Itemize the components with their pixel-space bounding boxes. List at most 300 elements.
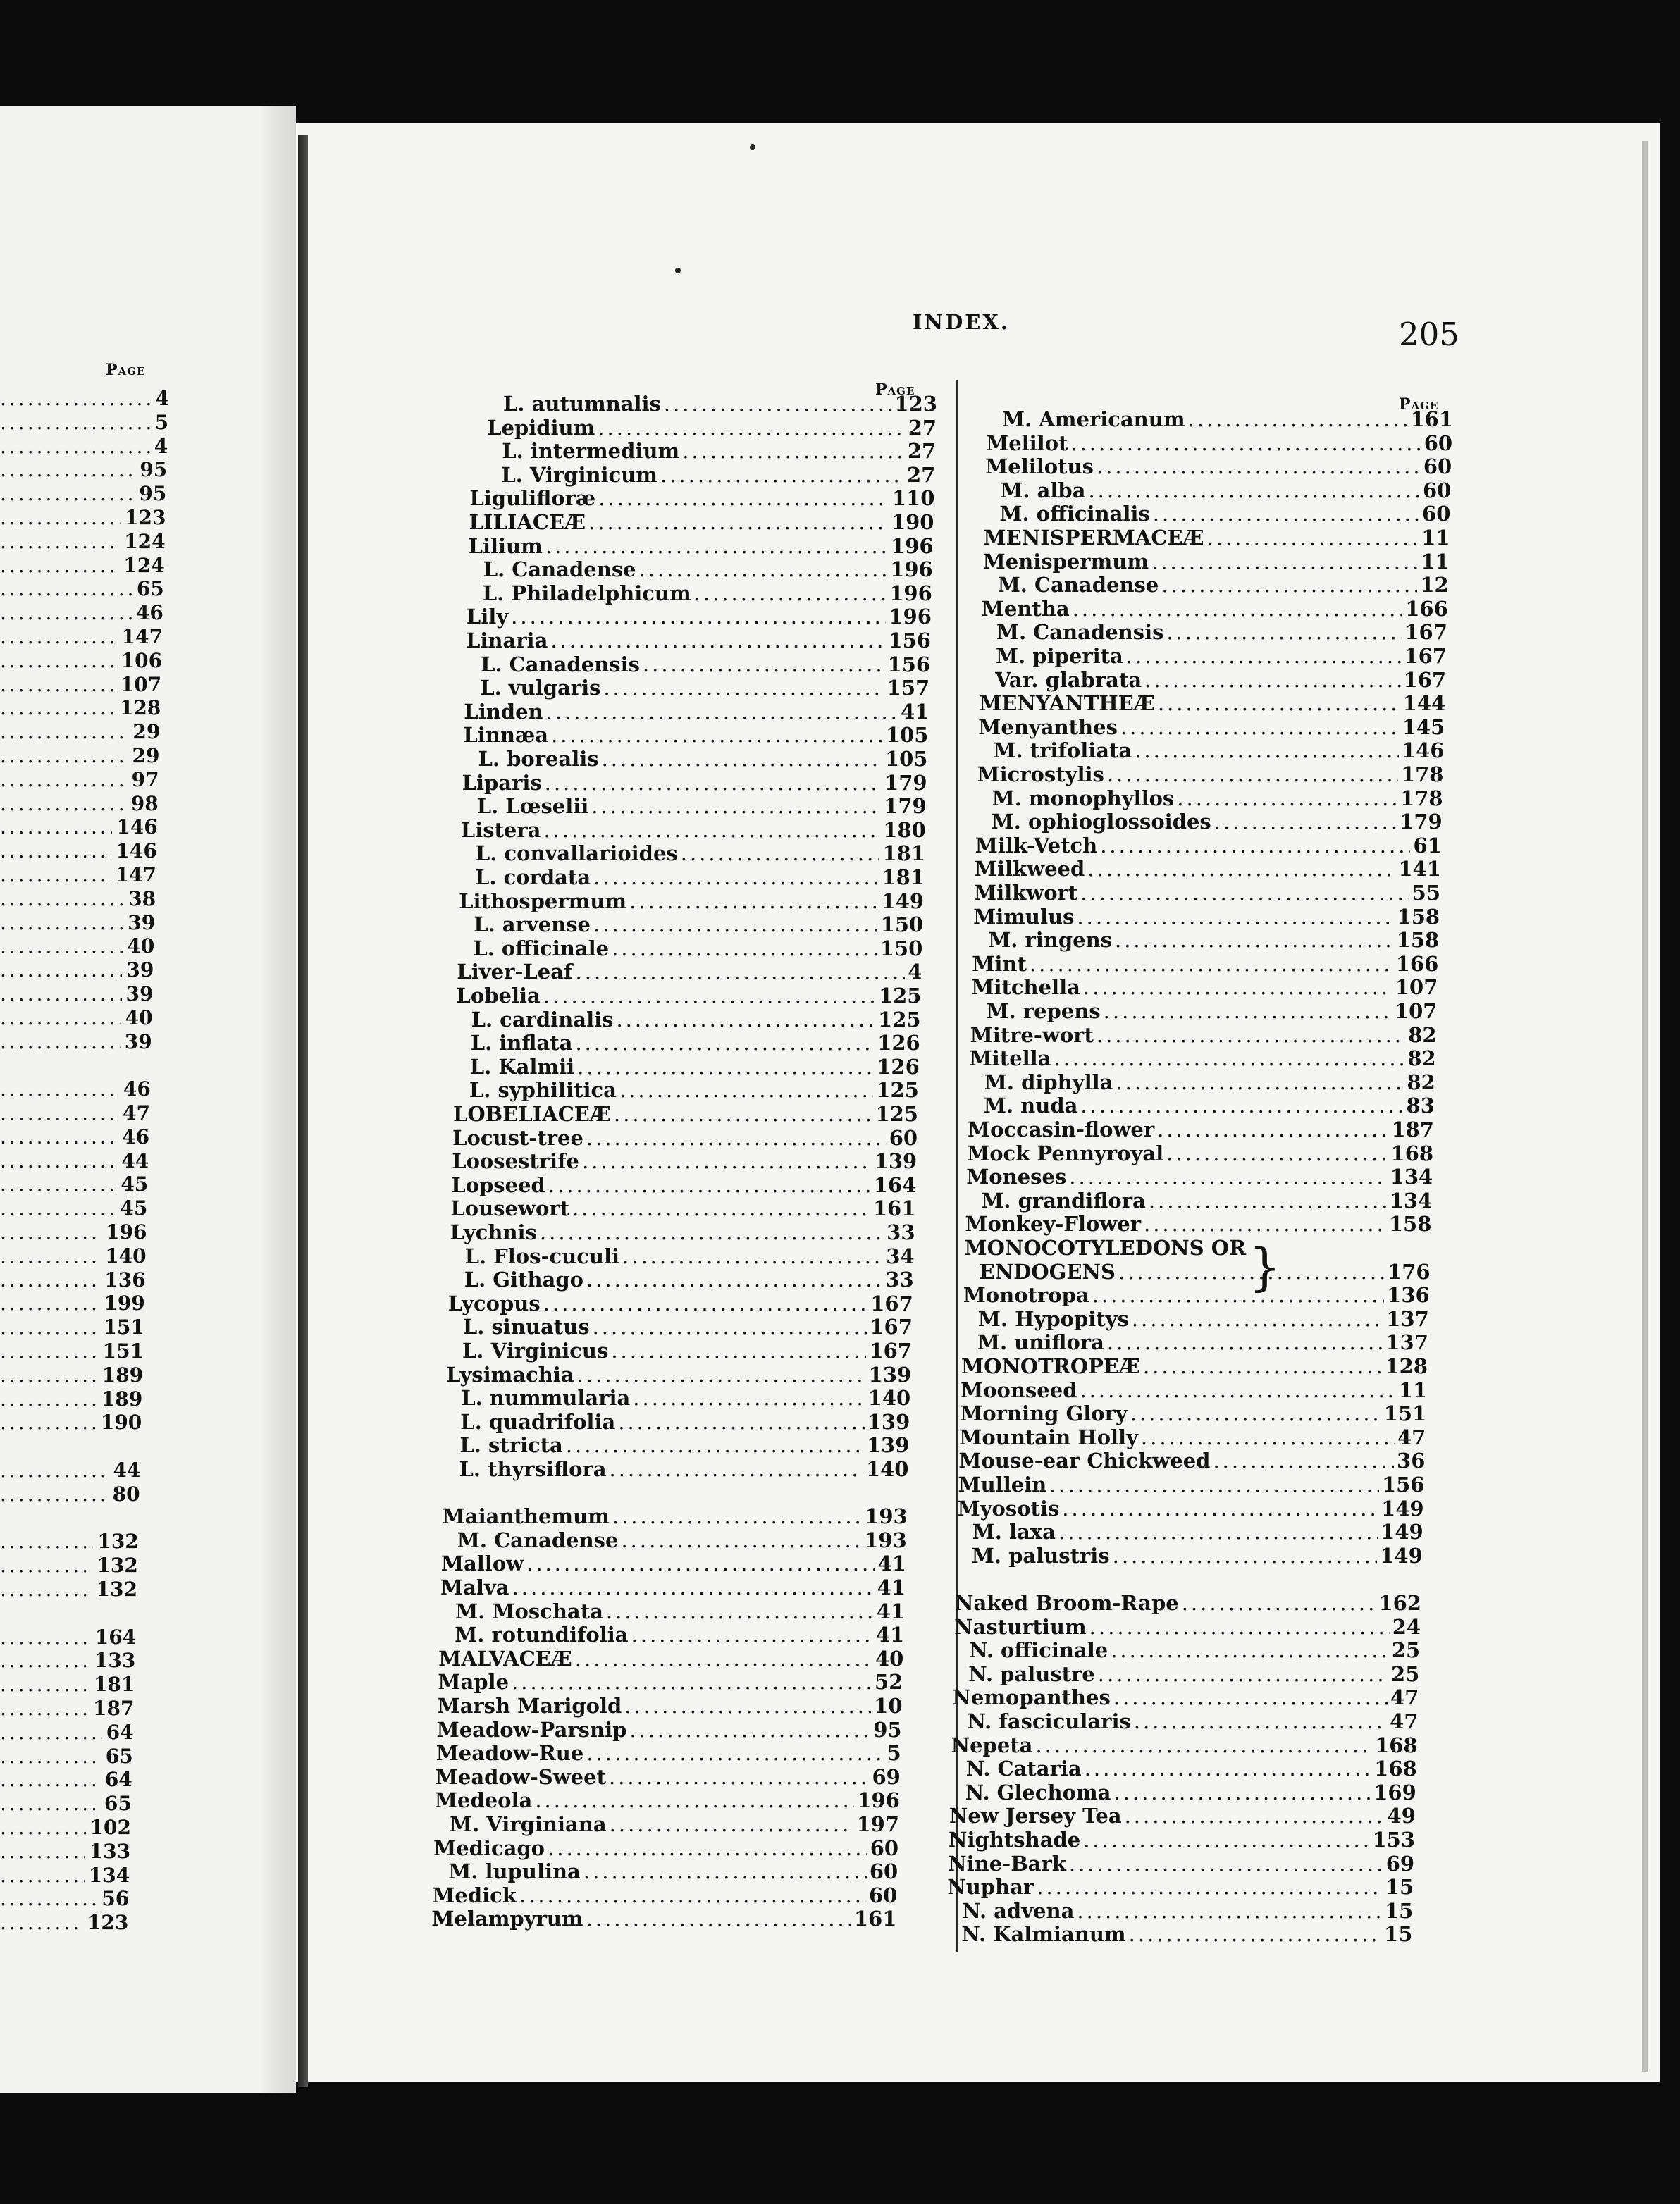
index-page-number: 153 [1372,1828,1415,1852]
index-term: Mullein [958,1473,1047,1497]
index-page-number: 167 [1404,620,1447,645]
index-term: M. ophioglossoides [991,810,1211,834]
index-page-number: 41 [875,1623,905,1647]
index-entry [969,1638,1420,1662]
dot-leader [694,581,887,605]
dot-leader [0,1769,101,1791]
dot-leader [575,1647,872,1671]
index-entry [437,1718,902,1742]
dot-leader [643,652,885,676]
index-page-number: 126 [877,1054,920,1079]
index-entry [970,1046,1436,1070]
index-term: M. palustris [971,1543,1110,1568]
index-page-number: 146 [1401,738,1445,763]
index-term: Marsh Marigold [437,1694,622,1718]
dot-leader [1144,668,1400,692]
index-entry [1002,407,1453,431]
index-page-number: 95 [873,1717,902,1742]
index-entry [954,1615,1421,1639]
index-term: ENDOGENS [979,1259,1116,1284]
left-index-entry [0,1126,149,1149]
left-index-entry [0,1697,135,1720]
dot-leader [1125,1804,1385,1828]
index-page-number: 25 [1390,1661,1420,1686]
left-index-entry [0,1364,143,1387]
left-index-entry [0,864,156,886]
index-entry [453,1102,918,1126]
index-entry [971,975,1438,999]
index-page-number: 27 [908,415,937,440]
index-page-number: 134 [1390,1165,1433,1189]
dot-leader [660,463,904,487]
dot-leader [512,1575,875,1599]
index-entry [977,762,1444,786]
index-term: L. convallarioides [475,841,678,866]
left-index-entry [0,388,169,410]
index-term: Naked Broom-Rape [955,1591,1179,1615]
index-page-number: 196 [889,581,932,605]
dot-leader [0,674,116,696]
index-entry [1000,478,1451,502]
index-page-number: 60 [1423,431,1453,455]
index-term: Listera [460,817,541,842]
left-index-entry [0,1411,142,1434]
index-page-number: 151 [1383,1401,1427,1426]
left-index-entry [0,1912,128,1934]
dot-leader [1120,715,1400,739]
index-page-number: 56 [101,1887,130,1911]
dot-leader [1080,1094,1403,1118]
index-entry [961,1922,1412,1946]
index-page-number: 39 [126,958,154,982]
index-entry [459,889,924,913]
index-term: Var. glabrata [995,667,1142,692]
dot-leader [1111,1638,1389,1662]
index-page-number: 107 [1394,999,1438,1023]
index-term: Mitchella [971,975,1080,1000]
index-page-number: 181 [882,841,925,866]
index-page-number: 41 [877,1575,906,1599]
index-term: Lithospermum [459,889,627,913]
index-page-number: 38 [128,886,156,910]
index-page-number: 144 [1402,691,1446,716]
left-index-entry [0,1102,150,1125]
index-page-number: 133 [94,1649,136,1673]
index-entry [450,1812,899,1836]
left-index-entry [0,531,166,553]
dot-leader [598,416,905,440]
index-term: M. Canadensis [996,620,1164,645]
index-term: Monotropa [963,1283,1089,1308]
index-entry [978,715,1445,739]
dot-leader [588,510,889,534]
dot-leader [0,1364,98,1387]
dot-leader [610,1812,854,1836]
index-page-number: 80 [112,1482,140,1506]
index-page-number: 146 [116,839,157,863]
dot-leader [593,1315,867,1339]
index-term: Medicago [433,1835,545,1860]
left-index-entry [0,578,164,600]
dot-leader [0,1102,118,1125]
dot-leader [1207,526,1419,550]
index-entry [450,1196,915,1220]
dot-leader [1049,1473,1379,1497]
index-entry [998,573,1449,597]
dot-leader [582,1149,872,1173]
dot-leader [629,889,878,913]
index-term: M. lupulina [448,1859,581,1884]
dot-leader [1077,1899,1382,1923]
index-page-number: 193 [864,1528,907,1552]
dot-leader [545,534,888,558]
left-index-entry [0,959,154,982]
page-number: 205 [1399,316,1459,353]
index-page-number: 40 [125,1005,153,1029]
index-term: Nine-Bark [948,1851,1066,1876]
index-entry [438,1670,903,1694]
index-page-number: 132 [97,1530,139,1554]
page-right-edge [1642,141,1648,2072]
dot-leader [0,1245,101,1268]
index-entry [503,392,937,416]
dot-leader [548,1836,867,1860]
index-page-number: 46 [122,1125,150,1149]
index-page-number: 181 [93,1673,135,1697]
index-entry [965,1781,1416,1804]
index-page-number: 102 [89,1816,131,1839]
index-entry [438,1694,903,1718]
dot-leader [609,1765,869,1789]
index-term: Lychnis [450,1220,537,1244]
index-entry [460,1410,910,1434]
index-page-number: 189 [101,1387,143,1411]
index-page-number: 123 [87,1911,129,1935]
index-page-number: 110 [891,486,935,511]
index-entry [949,1828,1415,1852]
dot-leader [1080,1378,1395,1402]
index-page-number: 45 [121,1172,149,1196]
index-page-number: 105 [885,723,929,748]
dot-leader [0,1078,119,1101]
dot-leader [0,626,118,648]
index-page-number: 52 [875,1670,903,1695]
index-entry [461,818,926,842]
dot-leader [1153,502,1419,526]
dot-leader [0,1721,102,1744]
dot-leader [0,1626,91,1649]
index-entry [986,431,1452,455]
index-entry [977,1330,1428,1354]
index-page-number: 60 [870,1835,899,1860]
dot-leader [606,1599,874,1623]
index-term: Morning Glory [960,1401,1128,1426]
index-page-number: 196 [857,1788,900,1813]
index-entry [459,1433,909,1457]
dot-leader [0,1221,101,1244]
index-term: Ligulifloræ [469,486,596,511]
index-term: L. inflata [470,1031,573,1055]
index-term: Meadow-Sweet [435,1764,606,1789]
index-term: L. Kalmii [469,1054,575,1079]
index-term: Milk-Vetch [975,833,1098,858]
dot-leader [0,1126,118,1149]
index-page-number: 65 [136,577,164,601]
index-entry [469,1078,919,1102]
index-entry [464,700,929,724]
index-term: L. nummularia [461,1386,631,1411]
index-entry [463,723,928,747]
index-entry [960,1401,1426,1425]
index-page-number: 64 [104,1768,132,1792]
index-term: Loosestrife [452,1149,579,1174]
index-term: Locust-tree [452,1125,583,1150]
index-term: L. vulgaris [480,676,601,700]
index-page-number: 146 [116,815,158,839]
index-entry [465,1244,915,1268]
dot-leader [512,1670,872,1694]
index-term: L. Lœselii [476,794,589,819]
index-page-number: 161 [853,1907,897,1931]
left-page [0,106,262,2093]
index-entry [993,738,1444,762]
dot-leader [1113,1685,1388,1709]
index-entry [987,999,1438,1023]
column1-page-label: Page [875,380,915,399]
index-term: L. sinuatus [462,1315,590,1339]
dot-leader [1214,810,1397,834]
dot-leader [0,912,123,934]
dot-leader [0,1269,100,1292]
dot-leader [639,557,888,581]
index-page-number: 40 [875,1646,904,1671]
dot-leader [0,483,135,505]
left-index-entry [0,1150,149,1172]
index-entry [432,1883,897,1907]
left-index-entry [0,1221,147,1244]
left-index-entry [0,1769,132,1791]
index-page-number: 12 [1420,573,1449,598]
index-term: L. Philadelphicum [482,581,691,605]
index-page-number: 47 [1390,1709,1419,1733]
index-page-number: 15 [1384,1898,1414,1923]
dot-leader [1088,478,1419,502]
left-index-entry [0,650,162,672]
index-term: L. autumnalis [503,392,661,416]
left-index-entry [0,1673,135,1696]
index-page-number: 196 [106,1220,147,1244]
left-index-entry [0,1483,140,1506]
index-page-number: 168 [1375,1733,1418,1757]
index-page-number: 5 [154,410,169,434]
index-page-number: 124 [124,529,166,553]
dot-leader [0,1673,89,1696]
dot-leader [1113,1781,1371,1804]
column-rule [956,380,958,1952]
dot-leader [540,1220,884,1244]
index-entry [455,1599,905,1623]
dot-leader [616,1008,875,1032]
index-term: Meadow-Parsnip [436,1717,627,1742]
brace-glyph: } [1249,1237,1281,1296]
index-term: L. thyrsiflora [459,1457,607,1481]
index-term: L. syphilitica [469,1078,617,1103]
index-page-number: 123 [125,506,166,529]
index-page-number: 140 [867,1386,911,1411]
left-index-entry [0,1173,148,1196]
dot-leader [0,1031,121,1053]
index-term: N. Kalmianum [961,1922,1126,1947]
index-entry [446,1363,911,1387]
dot-leader [535,1788,854,1812]
dot-leader [0,602,132,624]
dot-leader [0,1888,97,1910]
index-term: Mountain Holly [959,1425,1138,1449]
dot-leader [1134,1709,1387,1733]
index-term: L. Virginicus [462,1339,609,1363]
dot-leader [1083,975,1392,999]
index-term: L. quadrifolia [460,1409,616,1434]
left-index-entry [0,1578,137,1601]
index-term: Melilot [986,431,1068,455]
index-term: M. nuda [983,1094,1078,1118]
dot-leader [0,1912,83,1934]
index-page-number: 24 [1392,1614,1421,1639]
index-page-number: 82 [1408,1022,1437,1047]
left-index-entry [0,1649,135,1672]
dot-leader [576,960,906,984]
book-gutter [262,106,296,2093]
index-page-number: 5 [887,1741,901,1766]
index-term: Linden [464,699,543,724]
left-index-entry [0,1530,139,1553]
index-page-number: 190 [891,510,934,534]
index-entry [436,1741,901,1765]
index-entry [975,834,1442,858]
index-term: M. Americanum [1002,407,1185,431]
index-page-number: 196 [891,533,934,558]
index-page-number: 82 [1407,1046,1436,1071]
index-entry [965,1212,1431,1236]
index-entry [984,1070,1435,1094]
left-index-entry [0,626,163,648]
index-page-number: 4 [154,434,168,458]
left-index-entry [0,697,161,719]
index-page-number: 178 [1400,786,1443,810]
index-page-number: 29 [132,744,160,767]
dot-leader [1069,1852,1383,1876]
left-index-entry [0,1245,147,1268]
index-page-number: 156 [887,652,931,676]
page-spine-edge [298,135,308,2087]
index-page-number: 132 [97,1554,138,1578]
index-term: Mock Pennyroyal [967,1141,1164,1165]
index-entry [992,810,1443,834]
index-term: Menispermum [982,549,1149,574]
index-entry [995,668,1446,692]
dot-leader [0,650,117,672]
dot-leader [0,1816,86,1839]
left-index-entry [0,769,159,791]
dot-leader [1037,1875,1383,1899]
index-page-number: 34 [886,1244,915,1268]
index-term: N. palustre [968,1661,1095,1686]
index-entry [440,1575,906,1599]
index-page-number: 39 [128,910,156,934]
dot-leader [0,555,119,577]
index-page-number: 150 [879,936,923,960]
left-index-entry [0,935,154,958]
index-page-number: 139 [866,1433,910,1458]
index-entry [452,1126,918,1150]
index-page-number: 36 [1397,1449,1426,1473]
index-page-number: 39 [124,1029,152,1053]
index-page-number: 29 [132,720,161,744]
index-page-number: 15 [1385,1875,1414,1900]
dot-leader [621,1528,861,1552]
index-term: Lousewort [450,1196,569,1221]
index-page-number: 196 [889,605,932,629]
left-index-entry [0,1197,147,1220]
index-entry [988,928,1439,952]
index-entry [487,416,937,440]
index-term: M. diphylla [984,1070,1113,1094]
index-entry [967,1141,1433,1165]
index-page-number: 60 [1422,478,1452,502]
index-entry [961,1354,1428,1378]
left-index-entry [0,1721,134,1744]
index-entry [951,1733,1418,1757]
index-page-number: 179 [884,794,927,819]
index-entry [471,1031,920,1055]
index-page-number: 149 [1381,1496,1424,1521]
index-page-number: 125 [875,1102,918,1126]
left-index-entry [0,816,158,838]
index-term: Myosotis [957,1496,1060,1521]
index-page-number: 125 [878,984,922,1008]
dot-leader [0,1459,109,1482]
index-entry [980,1260,1431,1284]
index-page-number: 60 [869,1859,898,1884]
dot-leader [1097,1023,1405,1047]
index-entry [974,881,1440,905]
index-entry [469,510,934,534]
index-page-number: 45 [120,1196,148,1220]
index-entry [972,1544,1423,1568]
dot-leader [543,1292,868,1315]
index-term: N. advena [962,1898,1075,1923]
index-entry [450,1220,915,1244]
index-page-number: 196 [890,557,933,582]
dot-leader [586,1268,882,1292]
dot-leader [1069,1165,1387,1189]
index-entry [448,1292,913,1315]
index-term: Maianthemum [442,1504,610,1529]
dot-leader [0,1292,99,1315]
index-page-number: 164 [873,1172,917,1197]
index-term: M. Moschata [455,1599,603,1623]
index-entry [480,676,929,700]
dot-leader [1070,431,1421,455]
index-entry [979,691,1445,715]
index-page-number: 4 [908,960,922,984]
running-head: INDEX. [913,310,1010,334]
dot-leader [0,459,135,481]
dot-leader [0,1388,97,1411]
dot-leader [1177,786,1397,810]
dot-leader [0,1793,100,1815]
dot-leader [0,388,152,410]
